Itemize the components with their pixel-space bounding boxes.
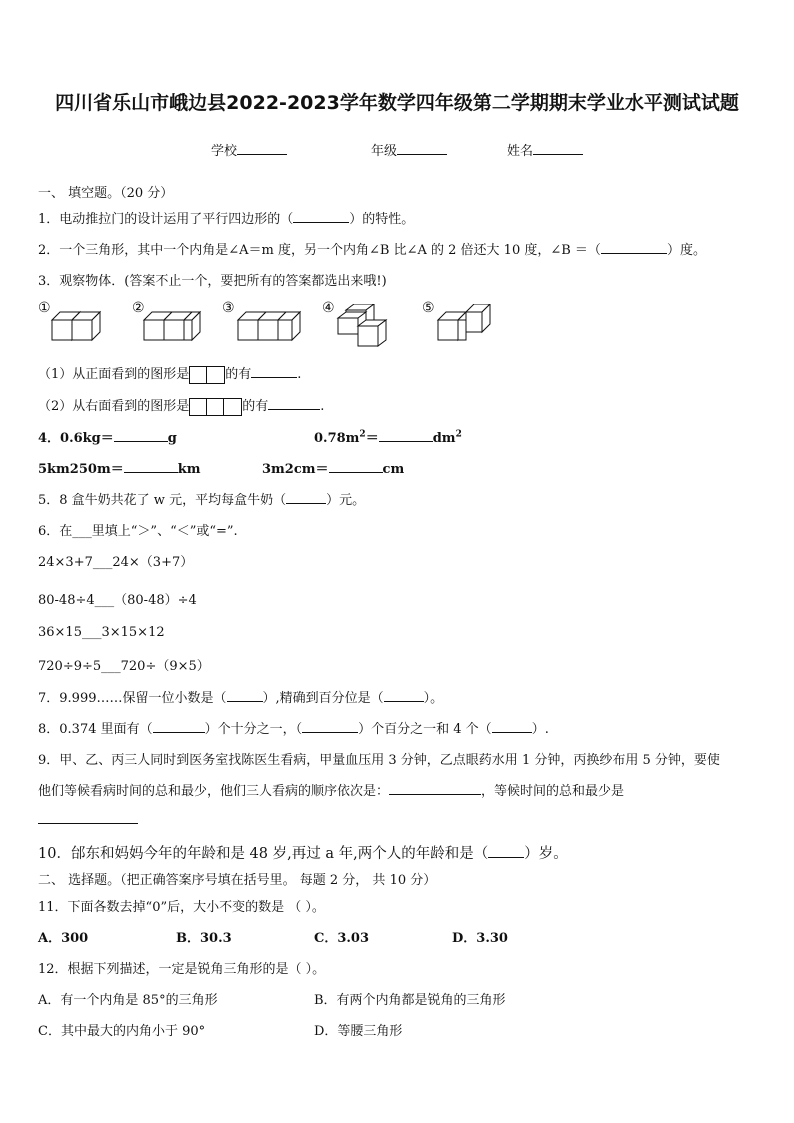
answer-blank <box>488 845 524 858</box>
cube-stack-4-icon <box>336 304 396 350</box>
answer-blank <box>389 782 481 795</box>
q11-option-a: A．300 <box>38 931 89 946</box>
q11-option-c: C．3.03 <box>314 931 370 946</box>
exam-page: 四川省乐山市峨边县2022-2023学年数学四年级第二学期期末学业水平测试试题 学校 年级 姓名 一、 填空题。（20 分） 1．电动推拉门的设计运用了平行四边形的（ ）的特性。 2．一个三角形，其中一个内角是∠A＝m 度，另一个内角∠B 比∠A 的 2 倍还大 10 度，∠B ＝（ ）度。 3．观察物体．(答案不止一个，要把所有的答案都选出来哦!) ① ② ③ ④ ⑤ （1）从正面看到的图形是 的有 . （2）从右面看到的图形是 的有 . 4．0.6kg＝ g $0.78m^2= dm^2$ 5km250m＝ km 3m2cm＝ cm 5．8 盒牛奶共花了 w 元，平均每盒牛奶（ ）元。 6．在___里填上“＞”、“＜”或“=”. 24×3+7___24×（3+7） 80-48÷4___（80-48）÷4 36×15___3×15×12 720÷9÷5___720÷（9×5） 7．9.999……保留一位小数是（ ）,精确到百分位是（ ）。 8．0.374 里面有（ ）个十分之一，（ ）个百分之一和 4 个（ ）. 9．甲、乙、丙三人同时到医务室找陈医生看病，甲量血压用 3 分钟，乙点眼药水用 1 分钟，丙换纱布用 5 分钟，要使 他们等候看病时间的总和最少，他们三人看病的顺序依次是： ，等候时间的总和最少是 10．邰东和妈妈今年的年龄和是 48 岁,再过 a 年,两个人的年龄和是（ ）岁。 二、 选择题。（把正确答案序号填在括号里。 每题 2 分， 共 10 分） 11．下面各数去掉“0”后，大小不变的数是 （ ）。 A．300 B．30.3 C．3.03 D．3.30 12．根据下列描述，一定是锐角三角形的是（ ）。 A．有一个内角是 85°的三角形 B．有两个内角都是锐角的三角形 C．其中最大的内角小于 90° D．等腰三角形 <box>0 0 794 1123</box>
question-3-2: （2）从右面看到的图形是 的有 . <box>38 399 325 414</box>
answer-blank <box>268 397 320 410</box>
answer-blank <box>286 491 326 504</box>
question-9-line-3 <box>38 811 138 828</box>
question-11: 11．下面各数去掉“0”后，大小不变的数是 （ ）。 <box>38 900 325 915</box>
answer-blank <box>379 429 433 442</box>
answer-blank <box>601 241 667 254</box>
question-6-item: 36×15___3×15×12 <box>38 625 165 640</box>
question-6-item: 24×3+7___24×（3+7） <box>38 555 194 570</box>
answer-blank <box>251 365 297 378</box>
page-title: 四川省乐山市峨边县2022-2023学年数学四年级第二学期期末学业水平测试试题 <box>55 92 739 114</box>
question-12: 12．根据下列描述，一定是锐角三角形的是（ ）。 <box>38 962 326 977</box>
question-10: 10．邰东和妈妈今年的年龄和是 48 岁,再过 a 年,两个人的年龄和是（ ）岁。 <box>38 846 568 862</box>
question-1: 1．电动推拉门的设计运用了平行四边形的（ ）的特性。 <box>38 212 415 227</box>
answer-blank <box>293 210 349 223</box>
q11-option-d: D．3.30 <box>452 931 508 946</box>
question-6-item: 720÷9÷5___720÷（9×5） <box>38 659 210 674</box>
answer-blank <box>227 689 263 702</box>
answer-blank <box>114 429 168 442</box>
question-3-1: （1）从正面看到的图形是 的有 . <box>38 367 302 382</box>
question-8: 8．0.374 里面有（ ）个十分之一，（ ）个百分之一和 4 个（ ）. <box>38 722 549 737</box>
question-9-line-2: 他们等候看病时间的总和最少，他们三人看病的顺序依次是： ，等候时间的总和最少是 <box>38 784 625 799</box>
question-7: 7．9.999……保留一位小数是（ ）,精确到百分位是（ ）。 <box>38 691 444 706</box>
q12-option-a: A．有一个内角是 85°的三角形 <box>38 993 218 1008</box>
name-field: 姓名 <box>507 140 583 159</box>
answer-blank <box>302 720 358 733</box>
q11-option-b: B．30.3 <box>176 931 232 946</box>
q12-option-c: C．其中最大的内角小于 90° <box>38 1024 206 1039</box>
answer-blank <box>384 689 424 702</box>
question-6-item: 80-48÷4___（80-48）÷4 <box>38 593 197 608</box>
answer-blank <box>329 460 383 473</box>
question-4-row-2b: 3m2cm＝ cm <box>262 462 405 477</box>
question-4-row-1b: $0.78m^2= dm^2$ <box>314 429 462 446</box>
question-4-row-2: 5km250m＝ km <box>38 462 201 477</box>
answer-blank <box>38 811 138 824</box>
cube-stack-1-icon <box>50 306 110 346</box>
q12-option-d: D．等腰三角形 <box>314 1024 403 1039</box>
name-blank <box>533 142 583 155</box>
answer-blank <box>492 720 532 733</box>
answer-blank <box>124 460 178 473</box>
school-blank <box>237 142 287 155</box>
section-multiple-choice-heading: 二、 选择题。（把正确答案序号填在括号里。 每题 2 分， 共 10 分） <box>38 873 437 888</box>
question-3: 3．观察物体．(答案不止一个，要把所有的答案都选出来哦!) <box>38 274 387 289</box>
grade-blank <box>397 142 447 155</box>
section-fill-blank-heading: 一、 填空题。（20 分） <box>38 186 174 201</box>
question-5: 5．8 盒牛奶共花了 w 元，平均每盒牛奶（ ）元。 <box>38 493 366 508</box>
question-2: 2．一个三角形，其中一个内角是∠A＝m 度，另一个内角∠B 比∠A 的 2 倍还大 10 度，∠B ＝（ ）度。 <box>38 243 706 258</box>
cube-stack-3-icon <box>236 306 306 346</box>
front-view-shape-icon <box>189 366 225 384</box>
question-6: 6．在___里填上“＞”、“＜”或“=”. <box>38 524 238 539</box>
right-view-shape-icon <box>189 398 242 416</box>
school-field: 学校 <box>211 140 287 159</box>
answer-blank <box>153 720 205 733</box>
cube-stack-5-icon <box>436 304 496 344</box>
question-4-row-1: 4．0.6kg＝ g <box>38 431 177 446</box>
q12-option-b: B．有两个内角都是锐角的三角形 <box>314 993 506 1008</box>
question-9-line-1: 9．甲、乙、丙三人同时到医务室找陈医生看病，甲量血压用 3 分钟，乙点眼药水用 1 分钟，丙换纱布用 5 分钟，要使 <box>38 753 720 768</box>
cube-stack-2-icon <box>142 306 204 346</box>
grade-field: 年级 <box>371 140 447 159</box>
